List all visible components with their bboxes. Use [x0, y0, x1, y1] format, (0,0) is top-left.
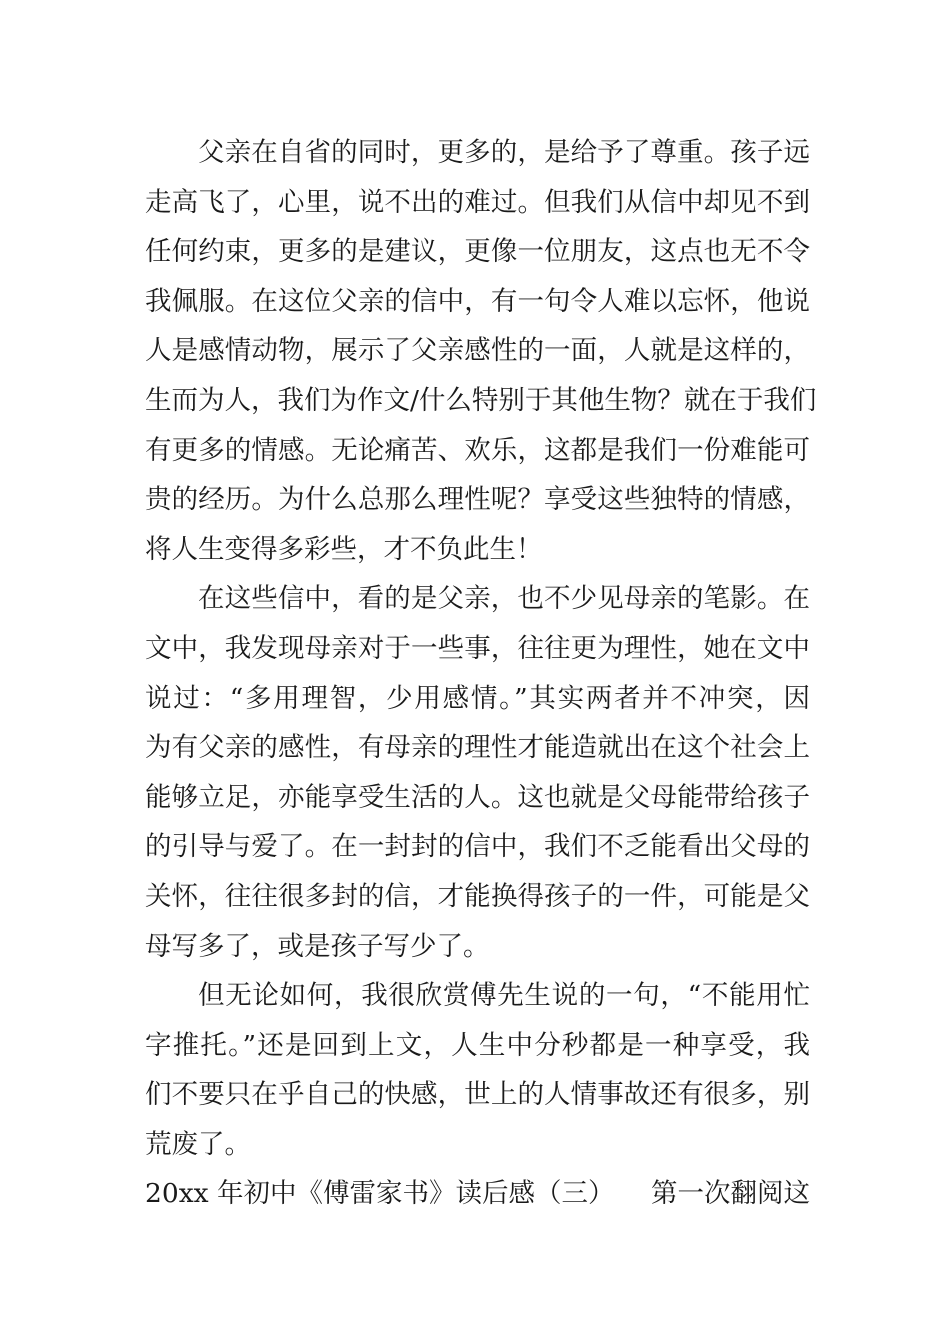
- paragraph-1: [145, 128, 817, 574]
- text-line: 说过：“多用理智，少用感情。”其实两者并不冲突，因: [145, 682, 810, 714]
- section-heading-line: [145, 1169, 810, 1219]
- text-line: 走高飞了，心里，说不出的难过。但我们从信中却见不到: [145, 186, 810, 218]
- text-line: 们不要只在乎自己的快感，世上的人情事故还有很多，别: [145, 1079, 810, 1111]
- text-line: 母写多了，或是孩子写少了。: [145, 930, 490, 962]
- text-line: 关怀，往往很多封的信，才能换得孩子的一件，可能是父: [145, 880, 810, 912]
- text-line: 父亲在自省的同时，更多的，是给予了尊重。孩子远: [198, 137, 810, 168]
- paragraph-2: [145, 574, 810, 971]
- text-line: 但无论如何，我很欣赏傅先生说的一句，“不能用忙: [198, 980, 810, 1012]
- text-line: 任何约束，更多的是建议，更像一位朋友，这点也无不令: [145, 236, 810, 268]
- text-line: 在这些信中，看的是父亲，也不少见母亲的笔影。在: [198, 583, 810, 615]
- text-line: 有更多的情感。无论痛苦、欢乐，这都是我们一份难能可: [145, 434, 810, 466]
- text-line: 生而为人，我们为作文/什么特别于其他生物？就在于我们: [145, 384, 817, 416]
- text-line: 能够立足，亦能享受生活的人。这也就是父母能带给孩子: [145, 781, 810, 813]
- text-line: 为有父亲的感性，有母亲的理性才能造就出在这个社会上: [145, 732, 810, 764]
- text-line: 我佩服。在这位父亲的信中，有一句令人难以忘怀，他说: [145, 285, 810, 317]
- document-body: [145, 128, 817, 1219]
- text-line: 将人生变得多彩些，才不负此生！: [145, 533, 543, 565]
- text-line: 的引导与爱了。在一封封的信中，我们不乏能看出父母的: [145, 831, 810, 863]
- text-line: 贵的经历。为什么总那么理性呢？享受这些独特的情感，: [145, 484, 810, 516]
- text-line: 荒废了。: [145, 1128, 251, 1160]
- section-heading-title: 20xx 年初中《傅雷家书》读后感（三）: [145, 1178, 615, 1210]
- section-heading-continuation: 第一次翻阅这: [651, 1178, 810, 1210]
- text-line: 文中，我发现母亲对于一些事，往往更为理性，她在文中: [145, 632, 810, 664]
- paragraph-3: [145, 971, 810, 1169]
- text-line: 字推托。”还是回到上文，人生中分秒都是一种享受，我: [145, 1029, 810, 1061]
- text-line: 人是感情动物，展示了父亲感性的一面，人就是这样的，: [145, 335, 810, 367]
